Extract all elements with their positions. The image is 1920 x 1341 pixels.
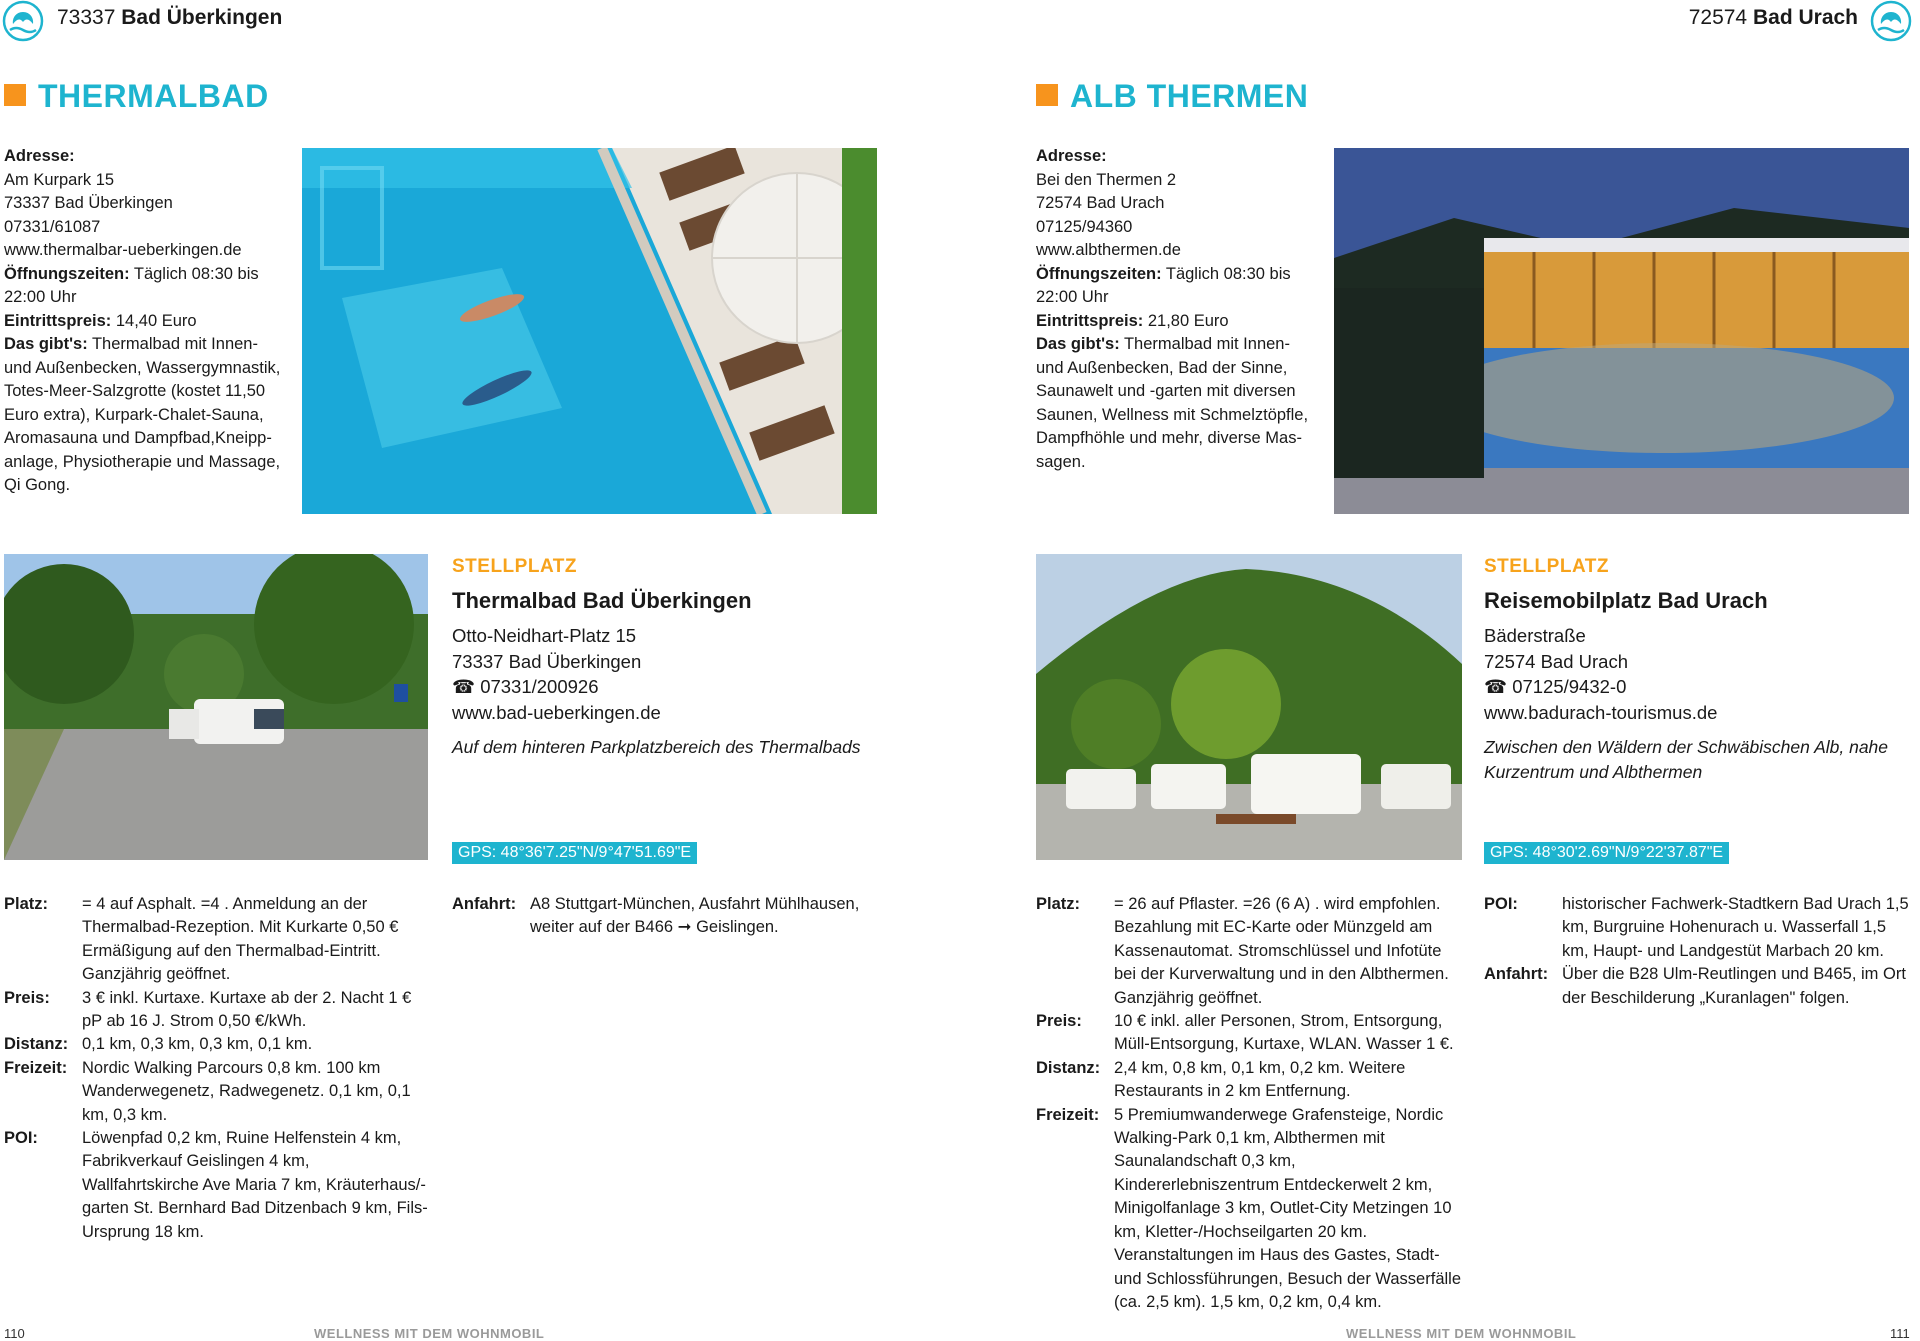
parking-photo-right (1036, 554, 1462, 860)
gps-badge: GPS: 48°30'2.69"N/9°22'37.87"E (1484, 842, 1729, 864)
detail-row-anfahrt (1484, 963, 1910, 1010)
price-label: Eintrittspreis: (4, 311, 112, 330)
phone-line: 07125/94360 (1036, 217, 1133, 236)
footer-title-right: WELLNESS MIT DEM WOHNMOBIL (1346, 1326, 1577, 1341)
detail-value: 10 € inkl. aller Personen, Strom, Entsorgung, Müll-Entsorgung, Kurtaxe, WLAN. Wasser 1 €. (1114, 1012, 1454, 1054)
page-number-right: 111 (1890, 1326, 1910, 1341)
offer-text: Thermalbad mit Innen- (1119, 335, 1290, 353)
detail-value: = 26 auf Pflaster. =26 (6 A) . wird empfohlen. Bezahlung mit EC-Karte oder Münzgeld am Kassenautomat. Stromschlüssel und Infotüte bei der Kurverwaltung und in den Albthermen. Ganzjährig geöffnet. (1114, 895, 1449, 1007)
hours-text-2: 22:00 Uhr (4, 288, 77, 306)
detail-row-distanz (1036, 1057, 1462, 1104)
stellplatz-web: www.bad-ueberkingen.de (452, 701, 661, 723)
right-postcode: 72574 (1688, 6, 1748, 29)
pool-photo (302, 148, 877, 514)
right-location-header (1689, 6, 1858, 30)
offer-line: Euro extra), Kurpark-Chalet-Sauna, (4, 405, 264, 424)
hours-label: Öffnungszeiten: (1036, 264, 1162, 283)
offer-label: Das gibt's: (4, 335, 88, 353)
detail-key: Anfahrt: (452, 895, 517, 913)
stellplatz-contact (452, 623, 661, 725)
offer-line: Saunen, Wellness mit Schmelztöpfle, (1036, 405, 1309, 424)
detail-value: 2,4 km, 0,8 km, 0,1 km, 0,2 km. Weitere Restaurants in 2 km Entfernung. (1114, 1058, 1406, 1101)
left-location-header (57, 6, 282, 30)
address-label: Adresse: (4, 147, 75, 165)
stellplatz-city: 73337 Bad Überkingen (452, 650, 642, 672)
hours-label: Öffnungszeiten: (4, 264, 130, 283)
phone-icon: ☎ (452, 676, 476, 697)
stellplatz-label: STELLPLATZ (452, 556, 577, 577)
stellplatz-name: Reisemobilplatz Bad Urach (1484, 588, 1768, 613)
offer-line: Saunawelt und -garten mit diversen (1036, 382, 1296, 400)
stellplatz-contact (1484, 623, 1717, 725)
right-section-title: ALB THERMEN (1070, 78, 1309, 114)
stellplatz-phone: 07125/9432-0 (1512, 676, 1627, 697)
phone-line: 07331/61087 (4, 217, 101, 236)
address-line: Bei den Thermen 2 (1036, 170, 1177, 189)
hours-text-2: 22:00 Uhr (1036, 288, 1109, 306)
detail-value: = 4 auf Asphalt. =4 . Anmeldung an der Thermalbad-Rezeption. Mit Kurkarte 0,50 € Ermäßigung auf den Thermalbad-Eintritt. Ganzjährig geöffnet. (82, 895, 399, 984)
detail-row-platz (1036, 893, 1462, 1010)
right-section-marker (1036, 84, 1058, 106)
detail-key: Distanz: (4, 1035, 69, 1054)
detail-row-preis (4, 987, 430, 1034)
detail-key: Platz: (4, 895, 49, 913)
left-info-block (4, 145, 288, 498)
detail-key: Preis: (1036, 1012, 1082, 1031)
detail-value: Nordic Walking Parcours 0,8 km. 100 km Wanderwegenetz, Radwegenetz. 0,1 km, 0,1 km, 0,3 km. (82, 1058, 411, 1124)
stellplatz-name: Thermalbad Bad Überkingen (452, 588, 752, 613)
address-line: Am Kurpark 15 (4, 170, 115, 189)
detail-key: Platz: (1036, 895, 1081, 913)
left-section-marker (4, 84, 26, 106)
website-line: www.albthermen.de (1036, 241, 1181, 259)
stellplatz-note: Zwischen den Wäldern der Schwäbischen Alb, nahe Kurzentrum und Albthermen (1484, 737, 1889, 782)
hours-text: Täglich 08:30 bis (129, 264, 259, 283)
detail-key: Distanz: (1036, 1058, 1101, 1077)
detail-row-platz (4, 893, 430, 987)
price-label: Eintrittspreis: (1036, 311, 1144, 330)
detail-row-preis (1036, 1010, 1462, 1057)
parking-photo-left (4, 554, 428, 860)
detail-value: 0,1 km, 0,3 km, 0,3 km, 0,1 km. (82, 1035, 313, 1054)
footer-title-left: WELLNESS MIT DEM WOHNMOBIL (314, 1326, 545, 1341)
address-line: 72574 Bad Urach (1036, 194, 1165, 212)
left-anfahrt (452, 893, 882, 940)
detail-value: Löwenpfad 0,2 km, Ruine Helfenstein 4 km, Fabrikverkauf Geislingen 4 km, Wallfahrtskirche Ave Maria 7 km, Kräuterhaus/-garten St. Bernhard Bad Ditzenbach 9 km, Fils-Ursprung 18 km. (82, 1129, 428, 1241)
left-town: Bad Überkingen (121, 6, 283, 29)
left-section-title: THERMALBAD (38, 78, 269, 114)
offer-line: Aromasauna und Dampfbad,Kneipp- (4, 429, 272, 447)
right-info-block (1036, 145, 1320, 474)
detail-key: Freizeit: (4, 1058, 68, 1077)
price-text: 21,80 Euro (1143, 311, 1229, 330)
right-details-col2 (1484, 893, 1910, 1010)
stellplatz-city: 72574 Bad Urach (1484, 650, 1628, 672)
phone-icon: ☎ (1484, 676, 1508, 697)
stellplatz-street: Bäderstraße (1484, 625, 1586, 646)
detail-key: POI: (1484, 895, 1518, 913)
spa-logo-icon (1870, 0, 1912, 42)
detail-key: Preis: (4, 988, 50, 1007)
hours-text: Täglich 08:30 bis (1161, 264, 1291, 283)
detail-row-freizeit (1036, 1104, 1462, 1315)
spa-logo-icon (2, 0, 44, 42)
website-line: www.thermalbar-ueberkingen.de (4, 241, 242, 259)
price-text: 14,40 Euro (111, 311, 197, 330)
detail-value: 5 Premiumwanderwege Grafensteige, Nordic Walking-Park 0,1 km, Albthermen mit Saunalandschaft 0,3 km, Kindererlebniszentrum Entdeckerwelt 2 km, Minigolfanlage 3 km, Outlet-City Metzingen 10 km, Kletter-/Hochseilgarten 20 km. Veranstaltungen im Haus des Gastes, Stadt- und Schlossführungen, Besuch der Wasserfälle (ca. 2,5 km). 1,5 km, 0,2 km, 0,4 km. (1114, 1105, 1461, 1311)
detail-value: 3 € inkl. Kurtaxe. Kurtaxe ab der 2. Nacht 1 € pP ab 16 J. Strom 0,50 €/kWh. (82, 988, 412, 1031)
detail-key: Freizeit: (1036, 1105, 1100, 1124)
offer-label: Das gibt's: (1036, 335, 1120, 353)
detail-row-poi (1484, 893, 1910, 963)
detail-value: A8 Stuttgart-München, Ausfahrt Mühlhausen, weiter auf der B466 ➞ Geislingen. (530, 895, 860, 937)
detail-row-distanz (4, 1033, 430, 1056)
page-number-left: 110 (4, 1326, 25, 1341)
offer-line: sagen. (1036, 452, 1086, 471)
detail-row-freizeit (4, 1057, 430, 1127)
offer-line: und Außenbecken, Wassergymnastik, (4, 358, 281, 377)
offer-line: Totes-Meer-Salzgrotte (kostet 11,50 (4, 382, 266, 400)
detail-value: Über die B28 Ulm-Reutlingen und B465, im Ort der Beschilderung „Kuranlagen" folgen. (1562, 965, 1906, 1007)
offer-line: Qi Gong. (4, 476, 71, 494)
right-details (1036, 893, 1462, 1314)
stellplatz-label: STELLPLATZ (1484, 556, 1609, 577)
offer-line: anlage, Physiotherapie und Massage, (4, 452, 281, 471)
stellplatz-street: Otto-Neidhart-Platz 15 (452, 625, 637, 646)
left-details (4, 893, 430, 1244)
detail-value: historischer Fachwerk-Stadtkern Bad Urach 1,5 km, Burgruine Hohenurach u. Wasserfall 1,5 km, Haupt- und Landgestüt Marbach 20 km. (1562, 895, 1909, 960)
left-postcode: 73337 (57, 6, 116, 29)
offer-text: Thermalbad mit Innen- (87, 335, 258, 353)
address-label: Adresse: (1036, 147, 1107, 165)
gps-badge: GPS: 48°36'7.25"N/9°47'51.69"E (452, 842, 697, 864)
offer-line: und Außenbecken, Bad der Sinne, (1036, 358, 1288, 377)
offer-line: Dampfhöhle und mehr, diverse Mas- (1036, 429, 1302, 447)
detail-key: POI: (4, 1129, 38, 1148)
detail-key: Anfahrt: (1484, 965, 1549, 984)
stellplatz-note: Auf dem hinteren Parkplatzbereich des Thermalbads (452, 737, 861, 757)
right-town: Bad Urach (1752, 6, 1858, 29)
address-line: 73337 Bad Überkingen (4, 194, 173, 212)
detail-row-poi (4, 1127, 430, 1244)
thermen-photo (1334, 148, 1909, 514)
stellplatz-phone: 07331/200926 (480, 676, 599, 697)
stellplatz-web: www.badurach-tourismus.de (1484, 701, 1718, 723)
